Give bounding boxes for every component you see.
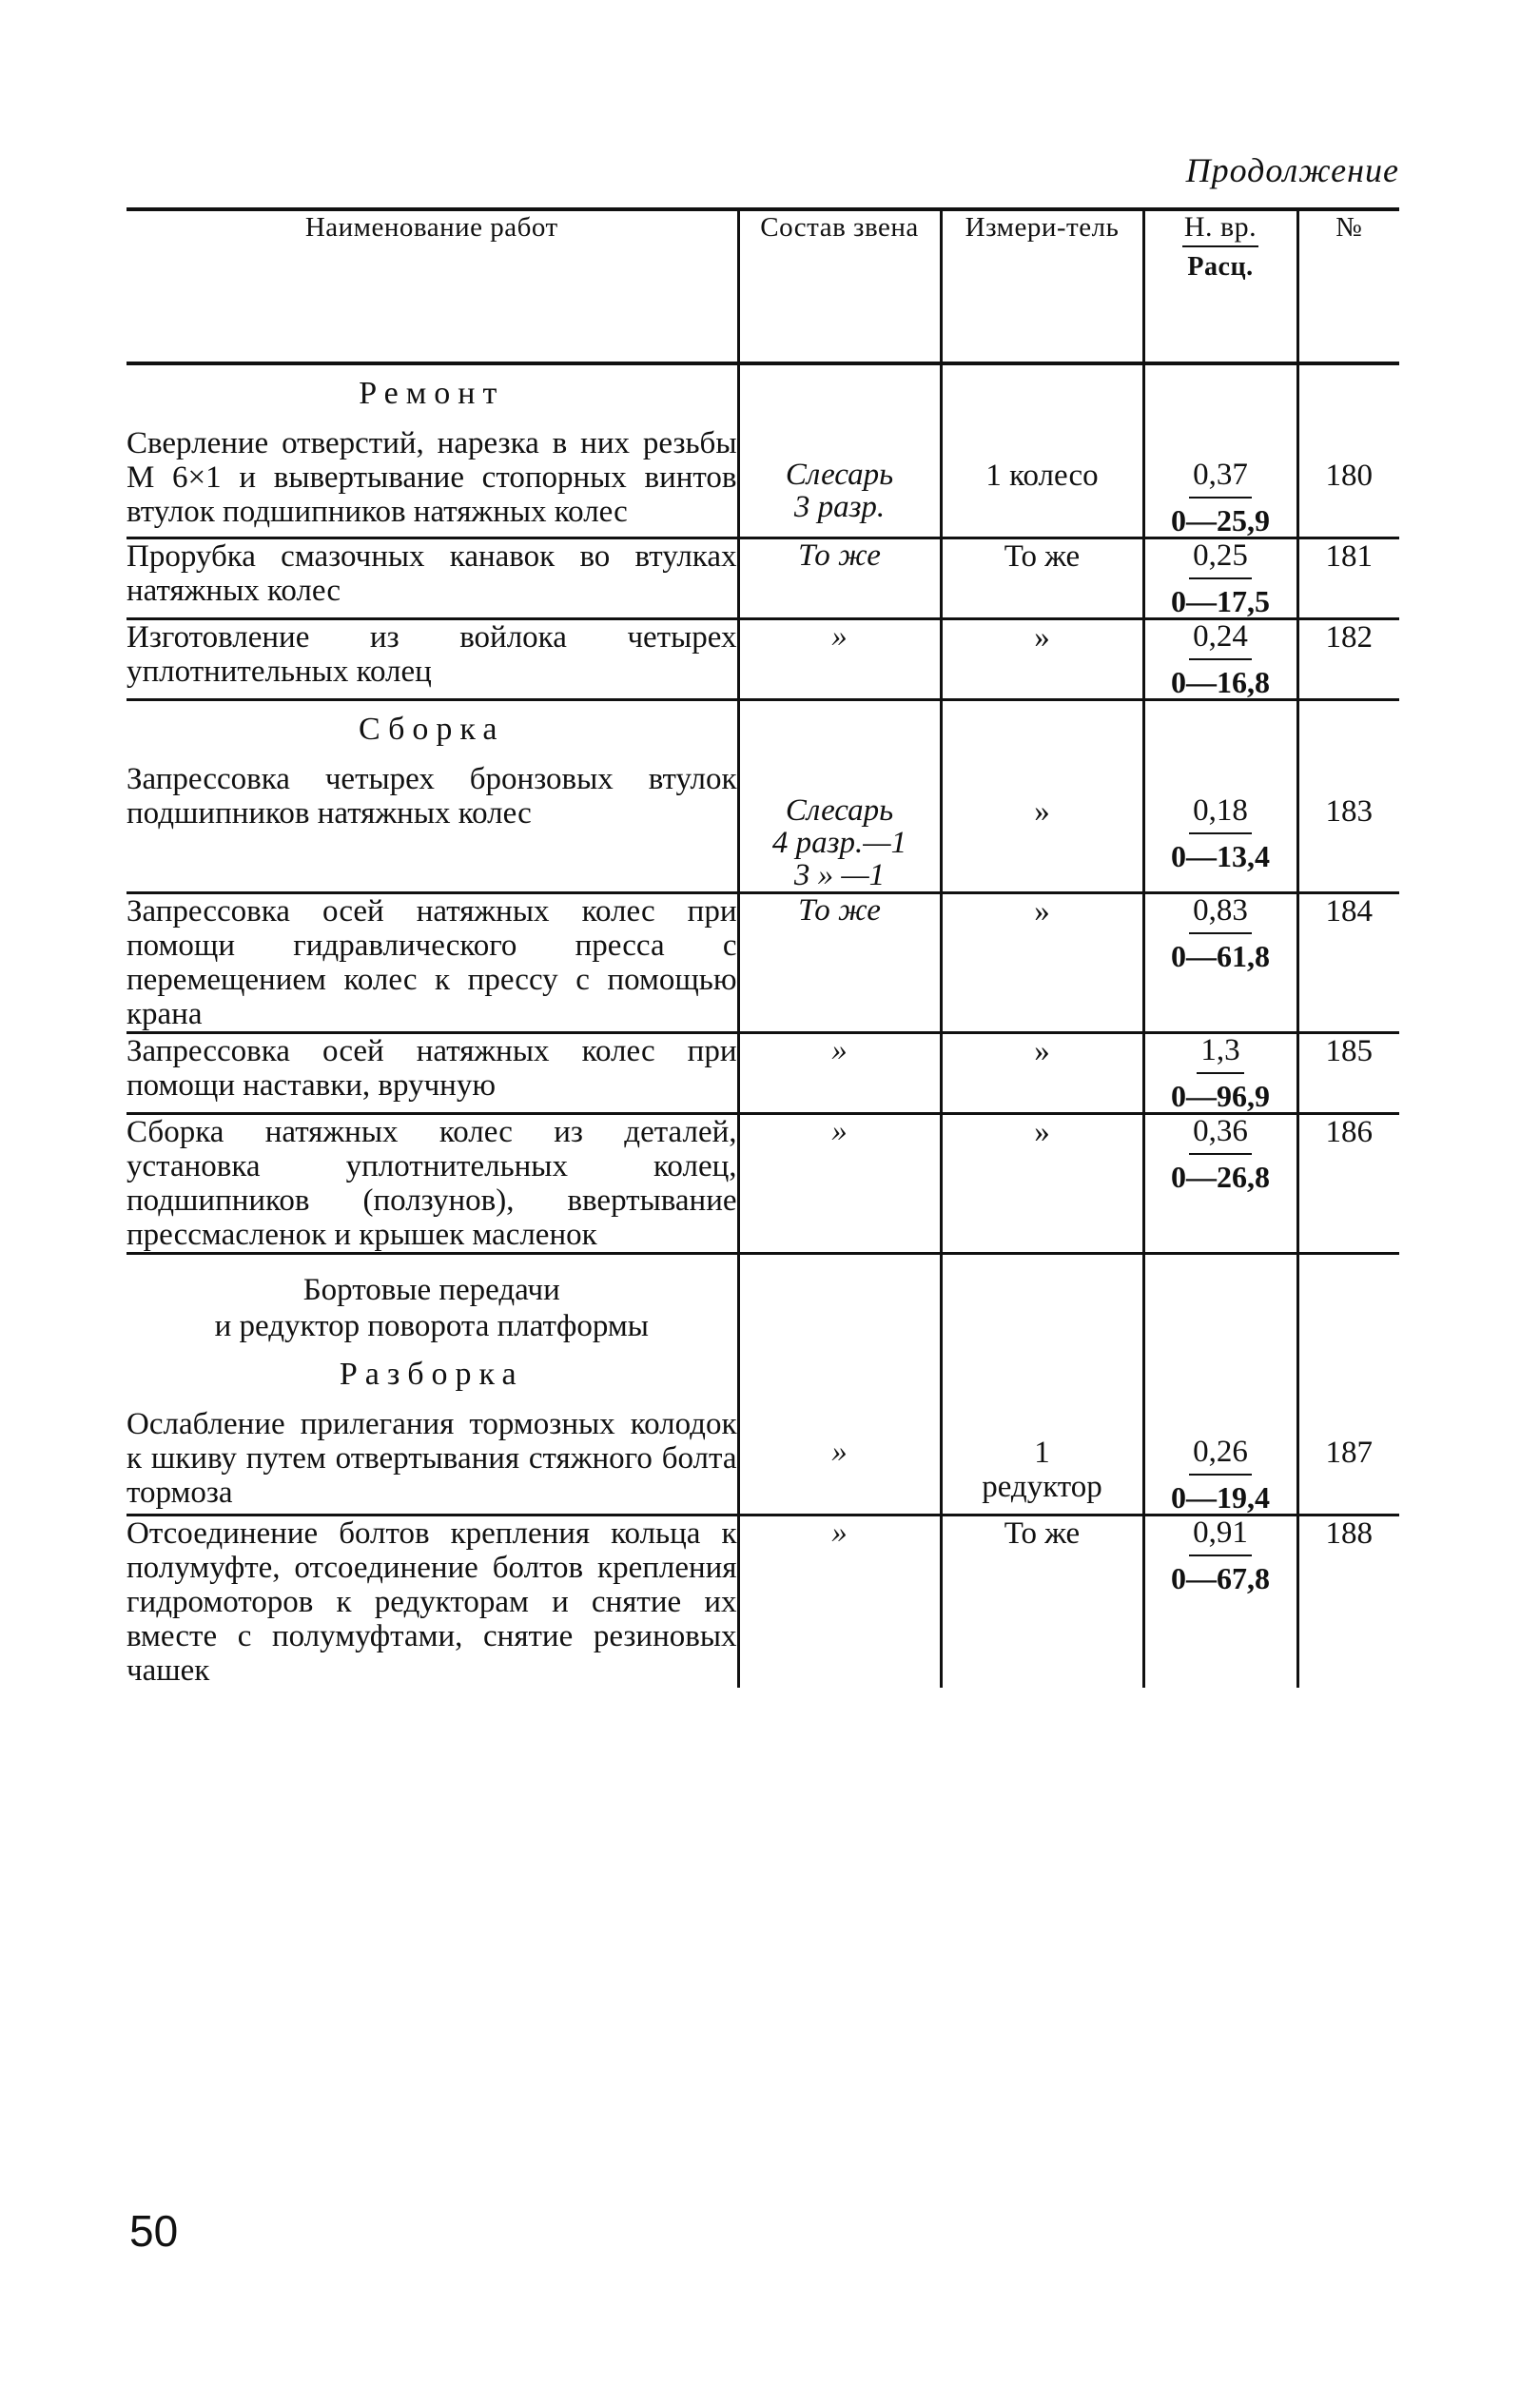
norm-time: 0,83	[1189, 894, 1252, 934]
section-title-disassembly: Разборка	[339, 1357, 524, 1392]
crew-cell	[738, 1033, 941, 1114]
unit-cell: »	[941, 619, 1143, 700]
header-work: Наименование работ	[127, 209, 738, 363]
crew-cell	[738, 619, 941, 700]
table-row	[127, 1033, 1399, 1114]
norm-time: 1,3	[1197, 1034, 1243, 1074]
header-crew: Состав звена	[738, 209, 941, 363]
row-number: 184	[1297, 893, 1399, 1033]
row-number: 181	[1297, 538, 1399, 619]
norm-rate: 0—61,8	[1171, 939, 1270, 973]
section-title-repair: Ремонт	[359, 376, 505, 411]
unit-cell: »	[941, 893, 1143, 1033]
unit-text: 1 редуктор	[982, 1436, 1102, 1504]
work-cell: Запрессовка осей натяжных колес при помощи гидравлического пресса с перемещением колес к прессу с помощью крана	[127, 894, 737, 1031]
unit-cell: »	[941, 700, 1143, 893]
crew-cell	[738, 893, 941, 1033]
work-text: Запрессовка четырех бронзовых втулок подшипников натяжных колес	[127, 762, 737, 831]
crew-line: »	[831, 1435, 848, 1469]
crew-line: 3 » —1	[793, 858, 886, 892]
norm-rate: 0—13,4	[1171, 839, 1270, 873]
norm-time: 0,26	[1189, 1436, 1252, 1476]
norm-time: 0,25	[1189, 539, 1252, 579]
table-header-row	[127, 209, 1399, 363]
crew-line: 4 разр.—1	[771, 826, 907, 860]
work-cell	[127, 363, 738, 538]
table-row	[127, 1114, 1399, 1254]
header-norm-time: Н. вр.	[1182, 211, 1258, 247]
crew-line: »	[831, 1114, 848, 1148]
crew-line: 3 разр.	[793, 490, 886, 524]
norm-cell	[1143, 893, 1297, 1033]
crew-cell	[738, 1114, 941, 1254]
crew-line: То же	[798, 538, 881, 573]
crew-cell	[738, 700, 941, 893]
unit-cell: 1 колесо	[941, 363, 1143, 538]
row-number: 180	[1297, 363, 1399, 538]
norm-cell	[1143, 700, 1297, 893]
norm-cell	[1143, 1114, 1297, 1254]
header-norm-rate: Расц.	[1187, 252, 1254, 282]
norm-cell	[1143, 1515, 1297, 1689]
norm-time: 0,91	[1189, 1516, 1252, 1556]
work-cell: Запрессовка осей натяжных колес при помощи наставки, вручную	[127, 1033, 738, 1114]
page-number: 50	[129, 2206, 179, 2256]
unit-cell: »	[941, 1033, 1143, 1114]
norm-time: 0,24	[1189, 620, 1252, 660]
work-text: Ослабление прилегания тормозных колодок к шкиву путем отвертывания стяжного болта тормоза	[127, 1407, 737, 1510]
crew-cell	[738, 1515, 941, 1689]
unit-cell: То же	[941, 1515, 1143, 1689]
norm-time: 0,18	[1189, 794, 1252, 834]
norm-rate: 0—25,9	[1171, 503, 1270, 538]
norm-time: 0,36	[1189, 1115, 1252, 1155]
norm-cell	[1143, 1033, 1297, 1114]
norm-cell	[1143, 538, 1297, 619]
section-title-assembly: Сборка	[359, 712, 505, 747]
table-row	[127, 363, 1399, 538]
work-cell	[127, 700, 738, 893]
norms-table	[127, 207, 1399, 1688]
norm-rate: 0—16,8	[1171, 665, 1270, 699]
work-cell: Сборка натяжных колес из деталей, установка уплотнительных колец, подшипников (ползунов), ввертывание прессмасленок и крышек масленок	[127, 1115, 737, 1252]
table-row	[127, 1254, 1399, 1515]
norm-rate: 0—19,4	[1171, 1480, 1270, 1515]
norm-cell	[1143, 1254, 1297, 1515]
row-number: 186	[1297, 1114, 1399, 1254]
crew-line: »	[831, 619, 848, 654]
crew-cell	[738, 1254, 941, 1515]
row-number: 182	[1297, 619, 1399, 700]
table-row	[127, 700, 1399, 893]
norm-time: 0,37	[1189, 459, 1252, 499]
continuation-label: Продолжение	[1185, 151, 1399, 189]
work-cell	[127, 1254, 738, 1515]
header-unit: Измери-тель	[941, 209, 1143, 363]
table-row	[127, 619, 1399, 700]
crew-line: То же	[798, 893, 881, 928]
crew-cell	[738, 363, 941, 538]
norm-cell	[1143, 363, 1297, 538]
table-row	[127, 538, 1399, 619]
row-number: 187	[1297, 1254, 1399, 1515]
work-text: Сверление отверстий, нарезка в них резьбы М 6×1 и вывертывание стопорных винтов втулок подшипников натяжных колес	[127, 426, 737, 529]
group-title-line: и редуктор поворота платформы	[214, 1309, 649, 1343]
header-number: №	[1297, 209, 1399, 363]
crew-line: Слесарь	[785, 793, 894, 828]
group-title	[127, 1272, 737, 1344]
unit-cell	[941, 1254, 1143, 1515]
group-title-line: Бортовые передачи	[302, 1273, 560, 1307]
header-norm	[1143, 209, 1297, 363]
work-cell: Отсоединение болтов крепления кольца к полумуфте, отсоединение болтов крепления гидромоторов к редукторам и снятие их вместе с полумуфтами, снятие резиновых чашек	[127, 1516, 737, 1688]
norm-rate: 0—26,8	[1171, 1160, 1270, 1194]
table-row	[127, 893, 1399, 1033]
unit-cell: То же	[941, 538, 1143, 619]
norm-rate: 0—96,9	[1171, 1079, 1270, 1113]
norm-rate: 0—17,5	[1171, 584, 1270, 618]
norm-rate: 0—67,8	[1171, 1561, 1270, 1595]
row-number: 185	[1297, 1033, 1399, 1114]
norm-cell	[1143, 619, 1297, 700]
row-number: 183	[1297, 700, 1399, 893]
row-number: 188	[1297, 1515, 1399, 1689]
work-cell: Прорубка смазочных канавок во втулках натяжных колес	[127, 538, 738, 619]
crew-cell	[738, 538, 941, 619]
crew-line: »	[831, 1033, 848, 1067]
crew-line: »	[831, 1515, 848, 1550]
unit-cell: »	[941, 1114, 1143, 1254]
table-row	[127, 1515, 1399, 1689]
crew-line: Слесарь	[785, 458, 894, 492]
work-cell: Изготовление из войлока четырех уплотнительных колец	[127, 619, 738, 700]
